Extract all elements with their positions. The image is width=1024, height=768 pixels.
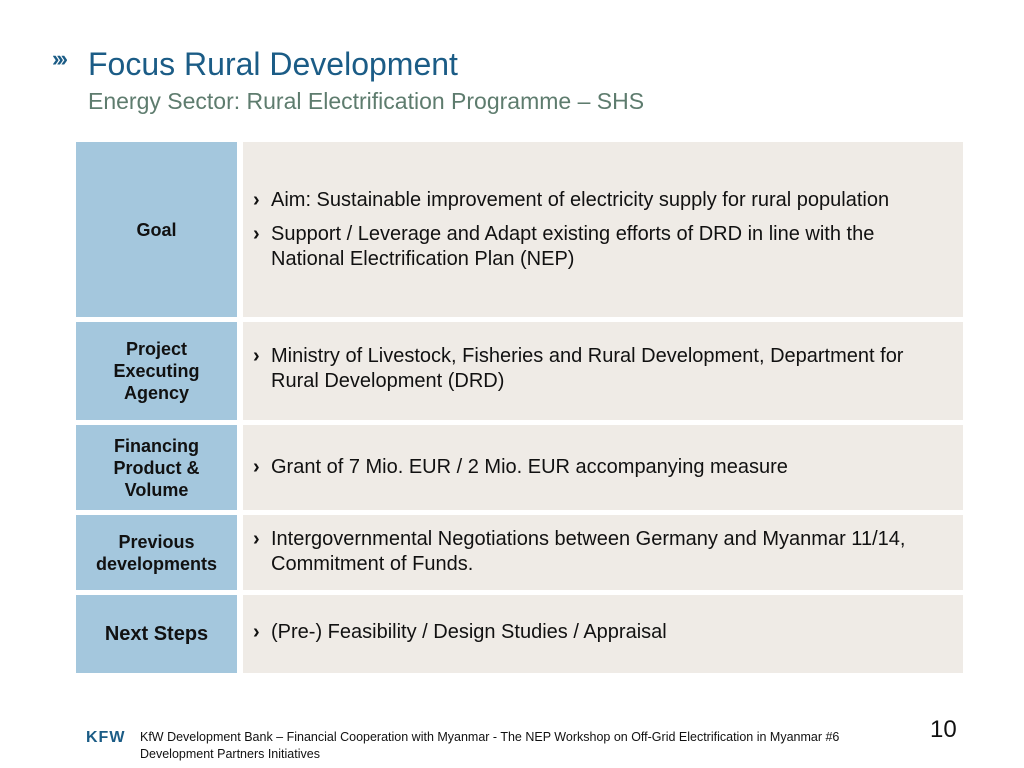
row-label-financing: Financing Product & Volume: [76, 425, 237, 510]
slide-title: Focus Rural Development: [88, 46, 458, 82]
bullet-chevron-icon: ›: [253, 345, 260, 367]
row-label-next-steps: Next Steps: [76, 595, 237, 673]
row-content-previous: [243, 515, 963, 590]
list-item: [253, 222, 923, 272]
footer-text: KfW Development Bank – Financial Cooperation with Myanmar - The NEP Workshop on Off-Grid Electrification in Myanmar #6 Development Partners Initiatives: [140, 730, 840, 761]
bullet-text: (Pre-) Feasibility / Design Studies / Appraisal: [271, 621, 667, 643]
bullet-text: Ministry of Livestock, Fisheries and Rural Development, Department for Rural Development (DRD): [271, 345, 904, 392]
info-table: [76, 142, 963, 678]
bullet-text: Aim: Sustainable improvement of electricity supply for rural population: [271, 188, 890, 211]
bullet-text: Intergovernmental Negotiations between Germany and Myanmar 11/14, Commitment of Funds.: [271, 528, 906, 575]
table-row-previous: [76, 515, 963, 590]
list-item: [253, 527, 923, 577]
bullet-chevron-icon: ›: [253, 188, 260, 211]
bullet-chevron-icon: ›: [253, 222, 260, 245]
row-content-next-steps: [243, 595, 963, 673]
row-label-agency: Project Executing Agency: [76, 322, 237, 420]
row-content-agency: [243, 322, 963, 420]
kfw-logo: KFW: [86, 729, 126, 746]
list-item: [253, 620, 923, 645]
table-row-goal: [76, 142, 963, 317]
bullet-chevron-icon: ›: [253, 456, 260, 478]
row-content-financing: [243, 425, 963, 510]
row-content-goal: [243, 142, 963, 317]
bullet-chevron-icon: ›: [253, 621, 260, 643]
list-item: [253, 455, 923, 480]
list-item: [253, 344, 923, 394]
table-row-next-steps: [76, 595, 963, 673]
bullet-chevron-icon: ›: [253, 528, 260, 550]
row-label-previous: Previous developments: [76, 515, 237, 590]
table-row-agency: [76, 322, 963, 420]
list-item: [253, 188, 923, 213]
bullet-text: Grant of 7 Mio. EUR / 2 Mio. EUR accompanying measure: [271, 456, 788, 478]
slide-subtitle: Energy Sector: Rural Electrification Programme – SHS: [88, 88, 645, 114]
page-number: 10: [930, 716, 957, 743]
row-label-goal: Goal: [76, 142, 237, 317]
table-row-financing: [76, 425, 963, 510]
bullet-text: Support / Leverage and Adapt existing efforts of DRD in line with the National Electrification Plan (NEP): [271, 222, 875, 270]
title-chevron-icon: ›››: [52, 46, 65, 71]
